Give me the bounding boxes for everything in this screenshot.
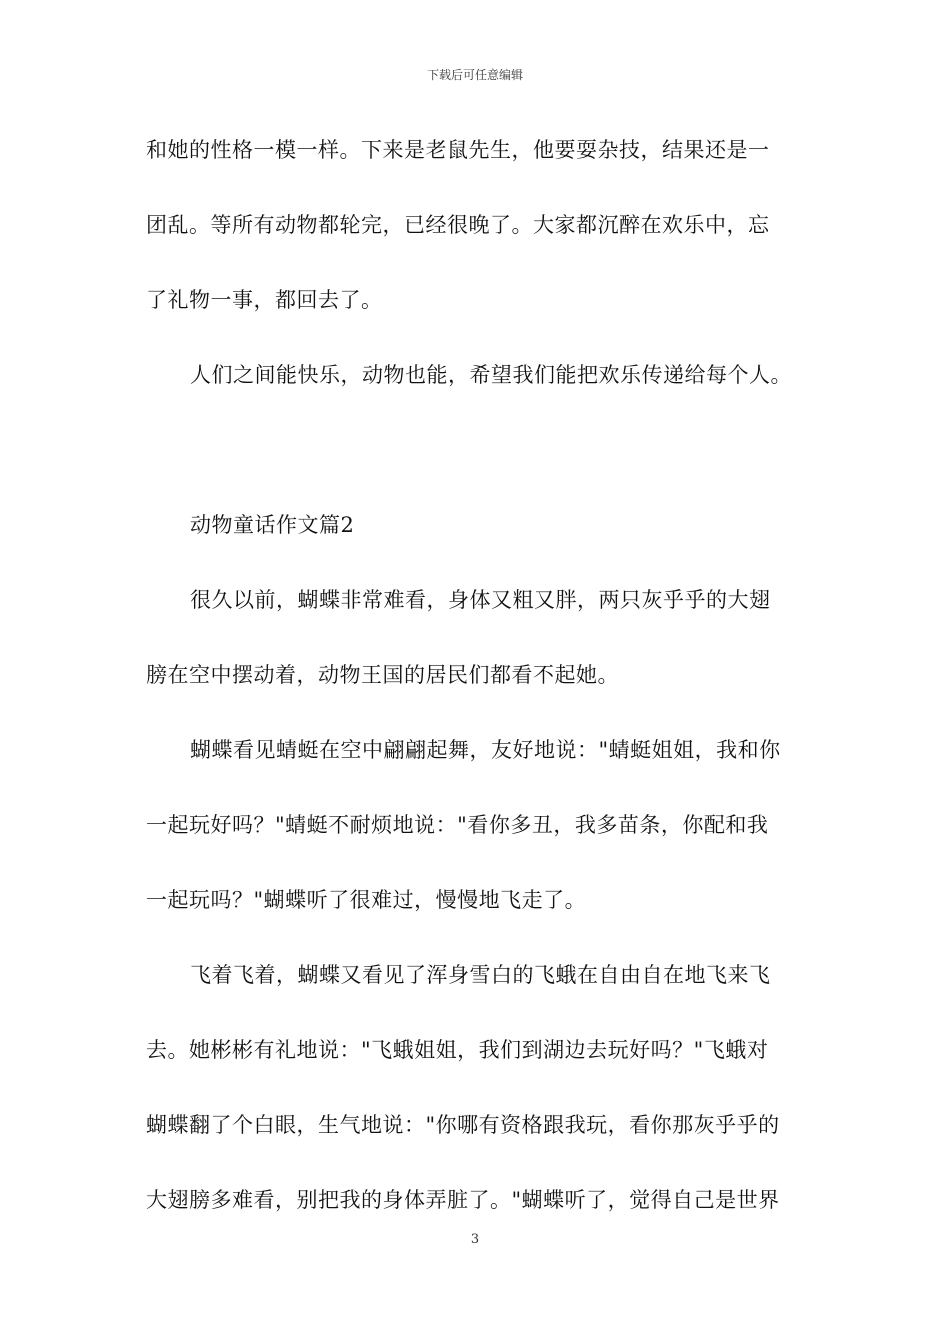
paragraph-line: 蝴蝶翻了个白眼，生气地说："你哪有资格跟我玩，看你那灰乎乎的 <box>146 1113 780 1137</box>
paragraph-line: 蝴蝶看见蜻蜓在空中翩翩起舞，友好地说："蜻蜓姐姐，我和你 <box>190 738 781 762</box>
paragraph-line: 一起玩吗？"蝴蝶听了很难过，慢慢地飞走了。 <box>146 888 587 912</box>
paragraph-line: 一起玩好吗？"蜻蜓不耐烦地说："看你多丑，我多苗条，你配和我 <box>146 813 769 837</box>
paragraph-line: 团乱。等所有动物都轮完，已经很晚了。大家都沉醉在欢乐中，忘 <box>146 213 770 237</box>
paragraph-line: 了礼物一事，都回去了。 <box>146 288 383 312</box>
paragraph-line: 人们之间能快乐，动物也能，希望我们能把欢乐传递给每个人。 <box>190 363 792 387</box>
page-header: 下载后可任意编辑 <box>426 68 523 82</box>
section-heading: 动物童话作文篇2 <box>190 513 355 537</box>
page-number: 3 <box>470 1232 480 1247</box>
paragraph-line: 飞着飞着，蝴蝶又看见了浑身雪白的飞蛾在自由自在地飞来飞 <box>190 963 771 987</box>
paragraph-line: 去。她彬彬有礼地说："飞蛾姐姐，我们到湖边去玩好吗？"飞蛾对 <box>146 1038 769 1062</box>
paragraph-line: 大翅膀多难看，别把我的身体弄脏了。"蝴蝶听了，觉得自己是世界 <box>146 1188 780 1212</box>
paragraph-line: 膀在空中摆动着，动物王国的居民们都看不起她。 <box>146 663 619 687</box>
paragraph-line: 和她的性格一模一样。下来是老鼠先生，他要耍杂技，结果还是一 <box>146 138 770 162</box>
paragraph-line: 很久以前，蝴蝶非常难看，身体又粗又胖，两只灰乎乎的大翅 <box>190 588 771 612</box>
